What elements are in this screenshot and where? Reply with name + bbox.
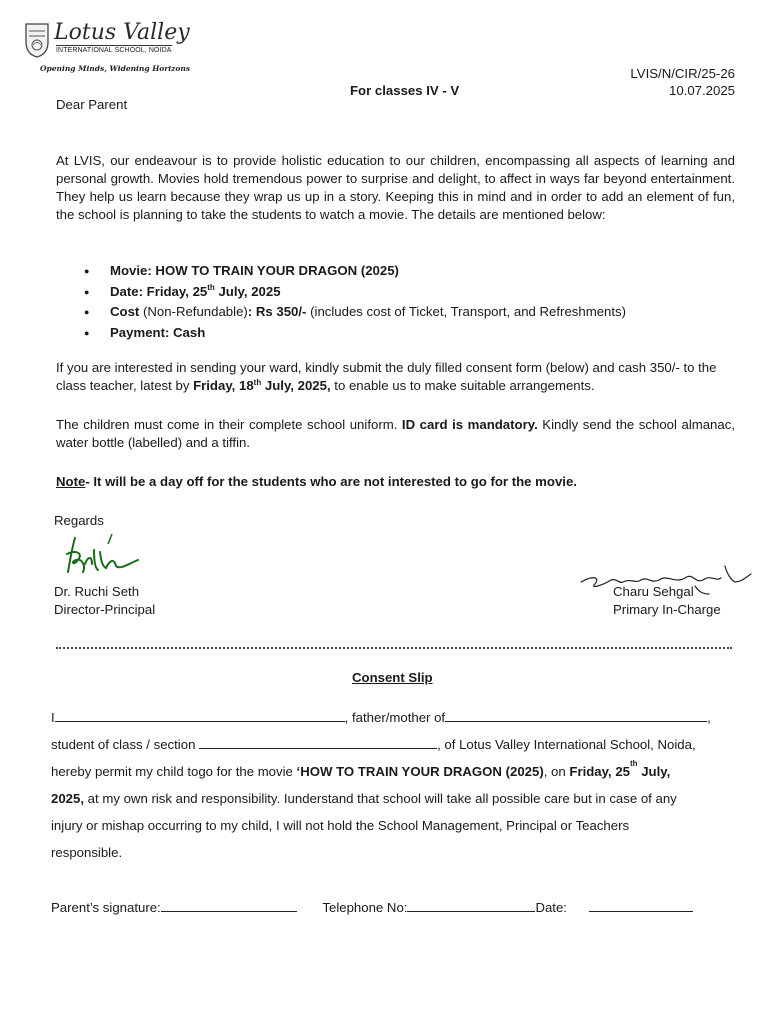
child-name-blank[interactable] [445, 709, 707, 722]
uniform-paragraph: The children must come in their complete school uniform. ID card is mandatory. Kindly send the school almanac, water bottle (labelled) and a tiffin. [56, 417, 735, 450]
classes-heading: For classes IV - V [350, 83, 460, 98]
school-name: Lotus Valley [54, 20, 190, 45]
consent-row-permit: hereby permit my child togo for the movie ‘HOW TO TRAIN YOUR DRAGON (2025), on Friday, 25th July, [51, 759, 671, 779]
date-label: Date: [535, 900, 567, 915]
consent-row-responsible: responsible. [51, 845, 123, 860]
incharge-name: Charu Sehgal [613, 584, 694, 599]
school-crest-icon [24, 22, 50, 58]
parent-signature-blank[interactable] [161, 899, 297, 912]
note-paragraph: Note- It will be a day off for the students who are not interested to go for the movie. [56, 474, 577, 489]
consent-slip-title: Consent Slip [352, 670, 433, 685]
telephone-blank[interactable] [407, 899, 535, 912]
incharge-title: Primary In-Charge [613, 602, 721, 617]
parent-name-blank[interactable] [55, 709, 345, 722]
consent-body [51, 704, 741, 866]
consent-row-class: student of class / section , of Lotus Valley International School, Noida, [51, 737, 696, 752]
principal-signature [58, 530, 148, 580]
detail-date: ● Date: Friday, 25th July, 2025 [84, 282, 724, 303]
regards-text: Regards [54, 513, 104, 528]
submit-paragraph: If you are interested in sending your ward, kindly submit the duly filled consent form (below) and cash 350/- to the class teacher, latest by Friday, 18th July, 2025, to enable us to make suitable arrangements. [56, 360, 717, 393]
school-motto: Opening Minds, Widening Horizons [40, 64, 191, 73]
parent-signature-label: Parent’s signature: [51, 900, 161, 915]
detail-cost: ● Cost (Non-Refundable): Rs 350/- (includes cost of Ticket, Transport, and Refreshments) [84, 302, 724, 323]
circular-date: 10.07.2025 [668, 83, 735, 98]
consent-row-injury: injury or mishap occurring to my child, I will not hold the School Management, Principal or Teachers [51, 818, 630, 833]
salutation: Dear Parent [56, 97, 128, 112]
principal-name: Dr. Ruchi Seth [54, 584, 140, 599]
date-blank[interactable] [589, 899, 693, 912]
school-subtitle: INTERNATIONAL SCHOOL, NOIDA [56, 47, 172, 54]
principal-title: Director-Principal [54, 602, 156, 617]
movie-details-list [84, 261, 724, 343]
consent-row-name: I , father/mother of , [51, 710, 711, 725]
detail-movie: ● Movie: HOW TO TRAIN YOUR DRAGON (2025) [84, 261, 724, 282]
school-logo [24, 20, 204, 78]
class-section-blank[interactable] [199, 736, 437, 749]
cut-line-divider [56, 647, 732, 649]
circular-ref-no: LVIS/N/CIR/25-26 [630, 66, 735, 81]
consent-row-risk: 2025, at my own risk and responsibility. Iunderstand that school will take all possible care but in case of any [51, 791, 677, 806]
telephone-label: Telephone No: [322, 900, 408, 915]
intro-paragraph: At LVIS, our endeavour is to provide holistic education to our children, encompassing all aspects of learning and personal growth. Movies hold tremendous power to surprise and delight, to affect in ways far beyond entertainment. They help us learn because they wrap us up in a story. Keeping this in mind and in order to add an element of fun, the school is planning to take the students to watch a movie. The details are mentioned below: [56, 153, 735, 222]
consent-signature-row [51, 899, 741, 915]
detail-payment: ● Payment: Cash [84, 323, 724, 344]
